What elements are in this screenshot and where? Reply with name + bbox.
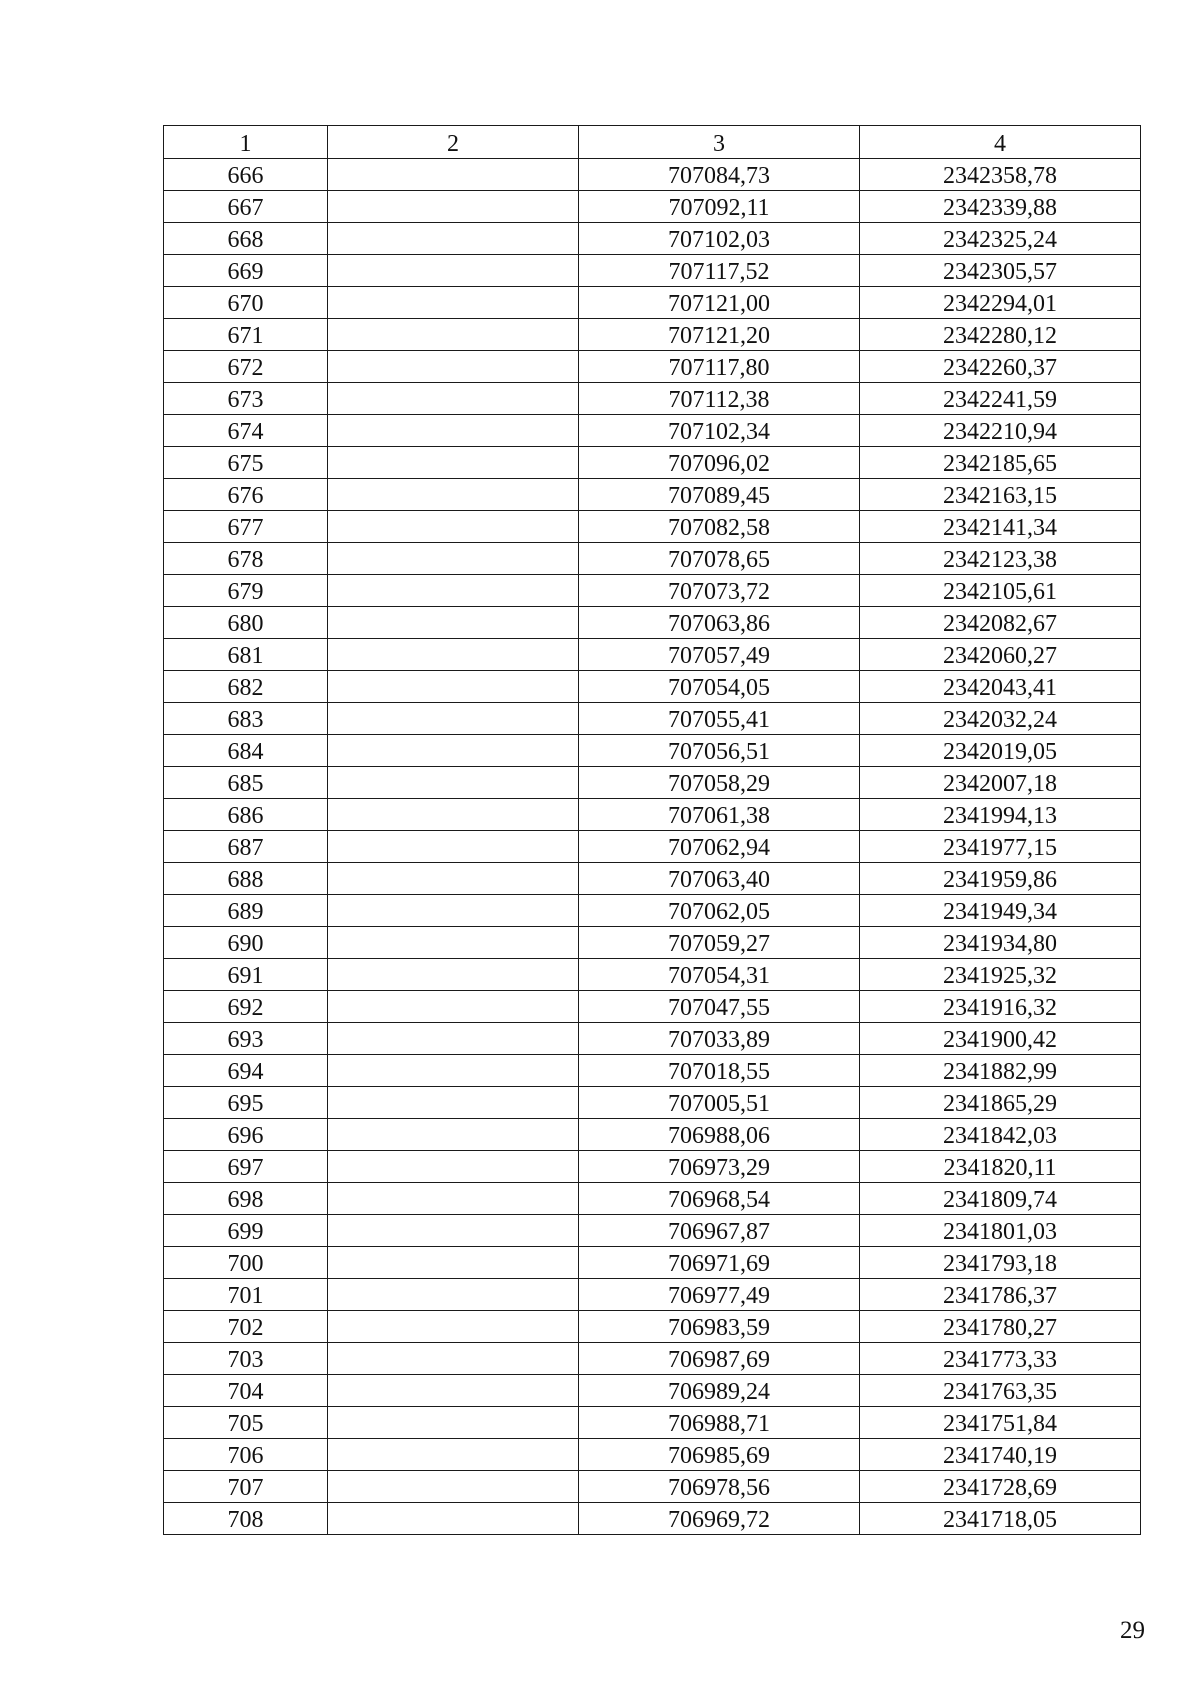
y-coordinate: 2342294,01 [860,287,1141,319]
x-coordinate: 707061,38 [579,799,860,831]
empty-cell [328,319,579,351]
y-coordinate: 2341865,29 [860,1087,1141,1119]
point-number: 706 [164,1439,328,1471]
table-row [164,1215,1141,1247]
table-row [164,479,1141,511]
y-coordinate: 2342280,12 [860,319,1141,351]
table-row [164,895,1141,927]
empty-cell [328,639,579,671]
y-coordinate: 2341977,15 [860,831,1141,863]
empty-cell [328,575,579,607]
point-number: 689 [164,895,328,927]
x-coordinate: 707073,72 [579,575,860,607]
x-coordinate: 707121,00 [579,287,860,319]
y-coordinate: 2342082,67 [860,607,1141,639]
point-number: 701 [164,1279,328,1311]
empty-cell [328,1407,579,1439]
point-number: 680 [164,607,328,639]
point-number: 676 [164,479,328,511]
x-coordinate: 706968,54 [579,1183,860,1215]
empty-cell [328,255,579,287]
point-number: 685 [164,767,328,799]
y-coordinate: 2342185,65 [860,447,1141,479]
x-coordinate: 707047,55 [579,991,860,1023]
empty-cell [328,703,579,735]
table-row [164,575,1141,607]
x-coordinate: 707056,51 [579,735,860,767]
point-number: 696 [164,1119,328,1151]
y-coordinate: 2341842,03 [860,1119,1141,1151]
y-coordinate: 2341773,33 [860,1343,1141,1375]
point-number: 671 [164,319,328,351]
point-number: 698 [164,1183,328,1215]
y-coordinate: 2341949,34 [860,895,1141,927]
y-coordinate: 2342141,34 [860,511,1141,543]
table-row [164,191,1141,223]
x-coordinate: 707117,52 [579,255,860,287]
empty-cell [328,959,579,991]
y-coordinate: 2341751,84 [860,1407,1141,1439]
point-number: 668 [164,223,328,255]
table-row [164,255,1141,287]
x-coordinate: 707062,94 [579,831,860,863]
header-col-3: 3 [579,126,860,159]
table-row [164,415,1141,447]
table-row [164,1375,1141,1407]
table-row [164,223,1141,255]
empty-cell [328,191,579,223]
table-body [164,159,1141,1535]
empty-cell [328,895,579,927]
coordinates-table [163,125,1141,1535]
empty-cell [328,1279,579,1311]
point-number: 682 [164,671,328,703]
empty-cell [328,1215,579,1247]
point-number: 684 [164,735,328,767]
point-number: 700 [164,1247,328,1279]
empty-cell [328,1375,579,1407]
x-coordinate: 706989,24 [579,1375,860,1407]
y-coordinate: 2341718,05 [860,1503,1141,1535]
table-row [164,1471,1141,1503]
y-coordinate: 2341900,42 [860,1023,1141,1055]
x-coordinate: 707057,49 [579,639,860,671]
y-coordinate: 2342325,24 [860,223,1141,255]
empty-cell [328,1055,579,1087]
table-row [164,831,1141,863]
empty-cell [328,1503,579,1535]
x-coordinate: 707054,05 [579,671,860,703]
table-row [164,1151,1141,1183]
x-coordinate: 707096,02 [579,447,860,479]
table-row [164,543,1141,575]
table-row [164,1247,1141,1279]
table-row [164,319,1141,351]
point-number: 695 [164,1087,328,1119]
empty-cell [328,1439,579,1471]
x-coordinate: 707005,51 [579,1087,860,1119]
empty-cell [328,1151,579,1183]
y-coordinate: 2342339,88 [860,191,1141,223]
table-row [164,1343,1141,1375]
table-row [164,1183,1141,1215]
empty-cell [328,223,579,255]
table-row [164,927,1141,959]
empty-cell [328,927,579,959]
point-number: 667 [164,191,328,223]
y-coordinate: 2342105,61 [860,575,1141,607]
table-row [164,959,1141,991]
y-coordinate: 2341728,69 [860,1471,1141,1503]
table-row [164,383,1141,415]
table-row [164,863,1141,895]
empty-cell [328,991,579,1023]
empty-cell [328,1247,579,1279]
header-row [164,126,1141,159]
x-coordinate: 706985,69 [579,1439,860,1471]
y-coordinate: 2341809,74 [860,1183,1141,1215]
table-row [164,159,1141,191]
x-coordinate: 707078,65 [579,543,860,575]
y-coordinate: 2341916,32 [860,991,1141,1023]
point-number: 672 [164,351,328,383]
table-header [164,126,1141,159]
x-coordinate: 706971,69 [579,1247,860,1279]
table-row [164,1023,1141,1055]
table-row [164,1311,1141,1343]
point-number: 675 [164,447,328,479]
empty-cell [328,863,579,895]
empty-cell [328,383,579,415]
y-coordinate: 2342019,05 [860,735,1141,767]
x-coordinate: 707059,27 [579,927,860,959]
x-coordinate: 707089,45 [579,479,860,511]
point-number: 683 [164,703,328,735]
y-coordinate: 2342007,18 [860,767,1141,799]
y-coordinate: 2342358,78 [860,159,1141,191]
point-number: 707 [164,1471,328,1503]
point-number: 673 [164,383,328,415]
y-coordinate: 2341959,86 [860,863,1141,895]
x-coordinate: 707018,55 [579,1055,860,1087]
table-row [164,1055,1141,1087]
point-number: 678 [164,543,328,575]
table-row [164,447,1141,479]
point-number: 677 [164,511,328,543]
x-coordinate: 707055,41 [579,703,860,735]
empty-cell [328,671,579,703]
y-coordinate: 2341820,11 [860,1151,1141,1183]
table-row [164,1119,1141,1151]
page-number: 29 [1120,1617,1145,1644]
y-coordinate: 2341994,13 [860,799,1141,831]
x-coordinate: 707121,20 [579,319,860,351]
table-row [164,1279,1141,1311]
empty-cell [328,767,579,799]
y-coordinate: 2341934,80 [860,927,1141,959]
y-coordinate: 2342043,41 [860,671,1141,703]
point-number: 697 [164,1151,328,1183]
y-coordinate: 2342241,59 [860,383,1141,415]
x-coordinate: 707084,73 [579,159,860,191]
table-row [164,511,1141,543]
table-row [164,767,1141,799]
x-coordinate: 706988,71 [579,1407,860,1439]
x-coordinate: 707054,31 [579,959,860,991]
x-coordinate: 706967,87 [579,1215,860,1247]
empty-cell [328,159,579,191]
point-number: 703 [164,1343,328,1375]
y-coordinate: 2341925,32 [860,959,1141,991]
x-coordinate: 707033,89 [579,1023,860,1055]
table-row [164,735,1141,767]
point-number: 708 [164,1503,328,1535]
x-coordinate: 707112,38 [579,383,860,415]
y-coordinate: 2342210,94 [860,415,1141,447]
x-coordinate: 707063,86 [579,607,860,639]
empty-cell [328,479,579,511]
x-coordinate: 707102,03 [579,223,860,255]
table-row [164,351,1141,383]
point-number: 691 [164,959,328,991]
x-coordinate: 707063,40 [579,863,860,895]
header-col-4: 4 [860,126,1141,159]
point-number: 670 [164,287,328,319]
point-number: 681 [164,639,328,671]
table-row [164,1503,1141,1535]
x-coordinate: 706973,29 [579,1151,860,1183]
empty-cell [328,735,579,767]
point-number: 693 [164,1023,328,1055]
y-coordinate: 2341780,27 [860,1311,1141,1343]
empty-cell [328,447,579,479]
x-coordinate: 707062,05 [579,895,860,927]
header-col-2: 2 [328,126,579,159]
y-coordinate: 2341793,18 [860,1247,1141,1279]
point-number: 704 [164,1375,328,1407]
empty-cell [328,1311,579,1343]
table-row [164,671,1141,703]
empty-cell [328,1087,579,1119]
table-row [164,799,1141,831]
point-number: 687 [164,831,328,863]
empty-cell [328,543,579,575]
x-coordinate: 706969,72 [579,1503,860,1535]
y-coordinate: 2342163,15 [860,479,1141,511]
table-row [164,287,1141,319]
empty-cell [328,607,579,639]
table-row [164,639,1141,671]
table-row [164,1439,1141,1471]
point-number: 690 [164,927,328,959]
y-coordinate: 2342260,37 [860,351,1141,383]
table-row [164,607,1141,639]
empty-cell [328,1343,579,1375]
x-coordinate: 707058,29 [579,767,860,799]
y-coordinate: 2342032,24 [860,703,1141,735]
y-coordinate: 2342305,57 [860,255,1141,287]
point-number: 705 [164,1407,328,1439]
y-coordinate: 2341882,99 [860,1055,1141,1087]
empty-cell [328,511,579,543]
point-number: 692 [164,991,328,1023]
y-coordinate: 2342060,27 [860,639,1141,671]
empty-cell [328,799,579,831]
empty-cell [328,351,579,383]
y-coordinate: 2342123,38 [860,543,1141,575]
point-number: 686 [164,799,328,831]
empty-cell [328,415,579,447]
x-coordinate: 707117,80 [579,351,860,383]
empty-cell [328,1119,579,1151]
x-coordinate: 707092,11 [579,191,860,223]
table-row [164,703,1141,735]
point-number: 666 [164,159,328,191]
x-coordinate: 707102,34 [579,415,860,447]
empty-cell [328,831,579,863]
x-coordinate: 707082,58 [579,511,860,543]
point-number: 699 [164,1215,328,1247]
y-coordinate: 2341786,37 [860,1279,1141,1311]
point-number: 674 [164,415,328,447]
x-coordinate: 706978,56 [579,1471,860,1503]
point-number: 688 [164,863,328,895]
point-number: 679 [164,575,328,607]
y-coordinate: 2341801,03 [860,1215,1141,1247]
x-coordinate: 706987,69 [579,1343,860,1375]
y-coordinate: 2341740,19 [860,1439,1141,1471]
point-number: 702 [164,1311,328,1343]
header-col-1: 1 [164,126,328,159]
x-coordinate: 706983,59 [579,1311,860,1343]
x-coordinate: 706988,06 [579,1119,860,1151]
empty-cell [328,1183,579,1215]
table-row [164,991,1141,1023]
table-row [164,1087,1141,1119]
empty-cell [328,1471,579,1503]
empty-cell [328,1023,579,1055]
point-number: 694 [164,1055,328,1087]
point-number: 669 [164,255,328,287]
y-coordinate: 2341763,35 [860,1375,1141,1407]
empty-cell [328,287,579,319]
table-row [164,1407,1141,1439]
x-coordinate: 706977,49 [579,1279,860,1311]
